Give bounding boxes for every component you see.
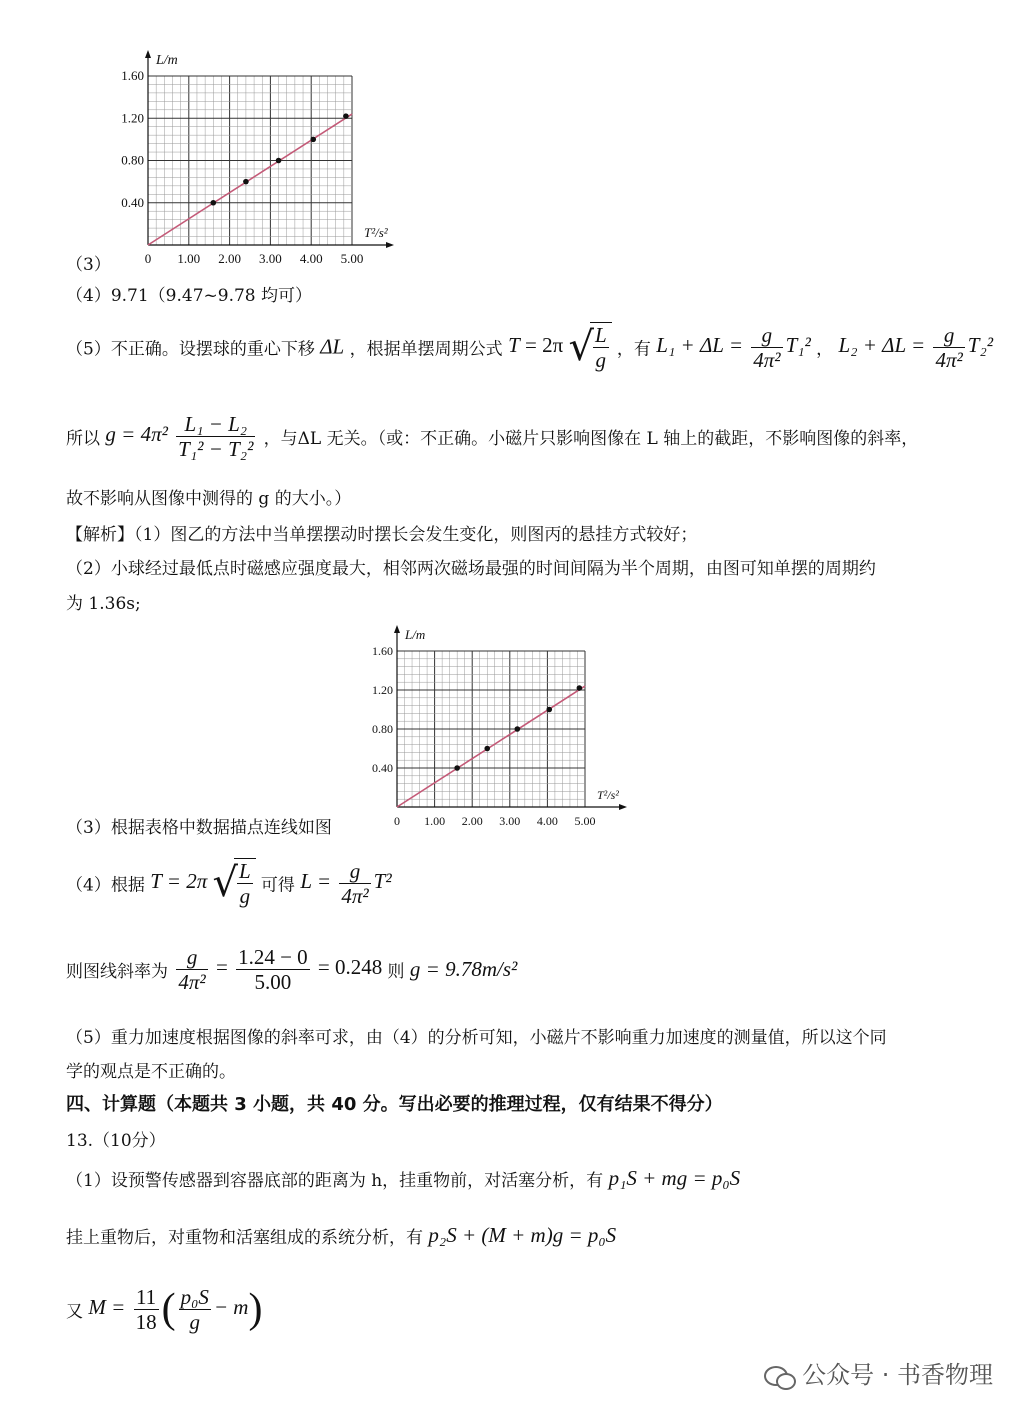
x-tick-label: 3.00: [499, 814, 521, 828]
answer-4-text: （4）9.71（9.47~9.78 均可）: [66, 286, 313, 306]
frac-124: 1.24 − 0: [238, 945, 308, 969]
q13-part-3-text: 又: [66, 1302, 83, 1322]
t1-sq: T₁²: [785, 332, 811, 357]
analysis-4: [66, 858, 392, 908]
y-tick-label: 0.40: [121, 194, 144, 210]
analysis-6b: [66, 1057, 236, 1082]
eq-2pi: = 2π: [519, 332, 564, 357]
analysis-6a: [66, 1023, 887, 1048]
frac-g-4: g: [176, 945, 207, 970]
period-formula: [508, 323, 617, 372]
frac-den-g-2: g: [239, 884, 251, 908]
q13-part-1: [66, 1166, 740, 1191]
delta-l: ΔL: [320, 334, 345, 359]
answer-6-lead: 所以: [66, 429, 100, 449]
data-point: [484, 746, 490, 752]
data-point: [276, 158, 282, 164]
answer-6: [66, 412, 918, 461]
frac-18: 18: [135, 1310, 157, 1334]
answer-4: [66, 281, 312, 306]
analysis-6a-text: （5）重力加速度根据图像的斜率可求，由（4）的分析可知，小磁片不影响重力加速度的测量值，所以这个同: [66, 1028, 887, 1048]
comma: ，: [816, 339, 834, 360]
radical-sign: √: [568, 324, 594, 370]
l2-delta: L₂ + ΔL =: [838, 332, 926, 357]
answer-5: [66, 322, 993, 372]
eq-sign: =: [210, 955, 228, 980]
analysis-3: [66, 813, 332, 838]
wechat-icon: [764, 1364, 794, 1388]
y-tick-label: 1.20: [121, 110, 144, 126]
chart-1-svg: [108, 40, 408, 270]
sqrt-l-over-g-2: [212, 858, 255, 908]
minus-m: − m: [213, 1295, 249, 1320]
analysis-2b-text: 为 1.36s;: [66, 594, 141, 614]
fit-line: [148, 114, 352, 245]
analysis-5: [66, 945, 517, 994]
answer-7: [66, 484, 351, 509]
eq-l1: [656, 322, 816, 372]
y-tick-label: 1.20: [372, 683, 393, 697]
m-formula: [88, 1285, 263, 1334]
y-axis-arrow: [394, 625, 400, 633]
section-title-text: 四、计算题（本题共 3 小题，共 40 分。写出必要的推理过程，仅有结果不得分）: [66, 1094, 723, 1115]
equation-1: p₁S + mg = p₀S: [608, 1166, 741, 1190]
radical-sign-2: √: [212, 860, 238, 906]
analysis-5-then: 则: [387, 962, 405, 982]
data-point: [577, 685, 583, 691]
l1-delta: L₁ + ΔL =: [656, 332, 743, 357]
x-tick-label: 2.00: [218, 251, 241, 266]
chart-2: [360, 618, 650, 833]
left-paren: (: [161, 1286, 176, 1333]
x-tick-label: 0: [394, 814, 400, 828]
t2-sq: T₂²: [967, 332, 994, 357]
chart-1: [108, 40, 408, 270]
x-tick-label: 1.00: [177, 251, 201, 266]
frac-num-L-2: L: [238, 859, 251, 883]
analysis-2a-text: （2）小球经过最低点时磁感应强度最大，相邻两次磁场最强的时间间隔为半个周期，由图可知单摆的周期约: [66, 559, 876, 579]
data-point: [210, 200, 216, 206]
m-eq: M =: [88, 1295, 126, 1320]
q13-part-2: [66, 1223, 616, 1248]
watermark-text: 公众号 · 书香物理: [802, 1361, 993, 1389]
frac-g-2: g: [933, 323, 964, 348]
frac-t1-t2: T₁² − T₂²: [178, 437, 254, 461]
data-point: [343, 113, 349, 119]
data-point: [546, 707, 552, 713]
x-axis-label: T²/s²: [364, 225, 388, 240]
data-point: [454, 765, 460, 771]
y-tick-label: 0.80: [121, 152, 144, 168]
t-sq: T²: [373, 868, 392, 893]
q13-part-2-text: 挂上重物后，对重物和活塞组成的系统分析，有: [66, 1228, 423, 1248]
x-axis-label: T²/s²: [597, 788, 619, 802]
frac-num-L: L: [594, 323, 607, 347]
y-axis-arrow: [145, 50, 151, 58]
l-eq: L =: [300, 868, 332, 893]
x-axis-arrow: [386, 242, 394, 248]
q13-part-1-text: （1）设预警传感器到容器底部的距离为 h，挂重物前，对活塞分析，有: [66, 1171, 604, 1191]
analysis-4-lead: （4）根据: [66, 875, 145, 896]
section-title: [66, 1090, 723, 1116]
slope-formula: [173, 945, 387, 994]
chart-2-svg: [360, 618, 650, 833]
g-formula: [105, 412, 263, 461]
frac-p0s: p₀S: [180, 1285, 209, 1309]
x-tick-label: 1.00: [424, 814, 446, 828]
y-tick-label: 0.40: [372, 761, 393, 775]
answer-5-lead: （5）不正确。设摆球的重心下移: [66, 339, 315, 360]
y-axis-label: L/m: [156, 53, 178, 68]
y-tick-label: 0.80: [372, 722, 393, 736]
x-tick-label: 4.00: [299, 251, 323, 266]
x-tick-label: 5.00: [574, 814, 596, 828]
frac-500: 5.00: [254, 970, 292, 994]
answer-5-you: ，有: [616, 339, 651, 360]
frac-4pi2-1: 4π²: [753, 347, 781, 372]
t-eq-2pi: T = 2π: [150, 868, 208, 893]
slope-value: = 0.248: [312, 955, 383, 980]
analysis-4-mid: 可得: [260, 875, 295, 896]
fit-line: [397, 686, 585, 807]
q13-heading-text: 13.（10分）: [66, 1131, 166, 1151]
x-tick-label: 5.00: [340, 251, 364, 266]
sqrt-l-over-g: [568, 322, 611, 372]
answer-3-text: （3）: [66, 255, 111, 275]
answer-7-text: 故不影响从图像中测得的 g 的大小。）: [66, 489, 352, 509]
right-paren: ): [248, 1286, 263, 1333]
frac-4pi2-3: 4π²: [341, 883, 369, 908]
eq-l2: [838, 322, 994, 372]
g-eq-4pi2: g = 4π²: [105, 422, 168, 447]
x-tick-label: 2.00: [461, 814, 483, 828]
y-tick-label: 1.60: [372, 644, 393, 658]
sym-T: T: [508, 332, 520, 357]
wechat-bubble-small: [776, 1373, 796, 1390]
frac-den-g: g: [595, 348, 607, 372]
frac-g-1: g: [751, 323, 782, 348]
analysis-2a: [66, 554, 876, 579]
analysis-6b-text: 学的观点是不正确的。: [66, 1062, 236, 1082]
frac-4pi2-2: 4π²: [935, 347, 963, 372]
frac-11: 11: [134, 1285, 159, 1310]
analysis-3-text: （3）根据表格中数据描点连线如图: [66, 818, 332, 838]
analysis-2b: [66, 589, 141, 614]
data-point: [515, 726, 521, 732]
answer-5-mid: ，根据单摆周期公式: [349, 339, 503, 360]
frac-4pi2-4: 4π²: [178, 970, 206, 994]
frac-g-5: g: [189, 1310, 200, 1334]
q13-part-3: [66, 1285, 262, 1334]
y-axis-label: L/m: [405, 627, 426, 642]
data-point: [243, 179, 249, 185]
equation-2: p₂S + (M + m)g = p₀S: [428, 1223, 617, 1247]
x-axis-arrow: [619, 804, 627, 810]
watermark: [764, 1355, 993, 1390]
answer-3: [66, 250, 111, 275]
x-tick-label: 4.00: [536, 814, 558, 828]
analysis-1: [66, 520, 697, 545]
analysis-1-text: 【解析】（1）图乙的方法中当单摆摆动时摆长会发生变化，则图丙的悬挂方式较好；: [66, 525, 698, 545]
frac-g-3: g: [339, 859, 370, 884]
frac-l1-l2: L₁ − L₂: [176, 412, 255, 437]
answer-6-text: ，与ΔL 无关。（或：不正确。小磁片只影响图像在 L 轴上的截距，不影响图像的斜率，: [263, 429, 919, 449]
g-value: g = 9.78m/s²: [409, 957, 518, 981]
y-tick-label: 1.60: [121, 68, 144, 83]
x-tick-label: 0: [144, 251, 152, 266]
analysis-5-lead: 则图线斜率为: [66, 962, 168, 982]
data-point: [310, 137, 316, 143]
x-tick-label: 3.00: [259, 251, 282, 266]
q13-heading: [66, 1126, 166, 1151]
l-formula: [300, 858, 392, 908]
period-formula-2: [150, 859, 261, 908]
